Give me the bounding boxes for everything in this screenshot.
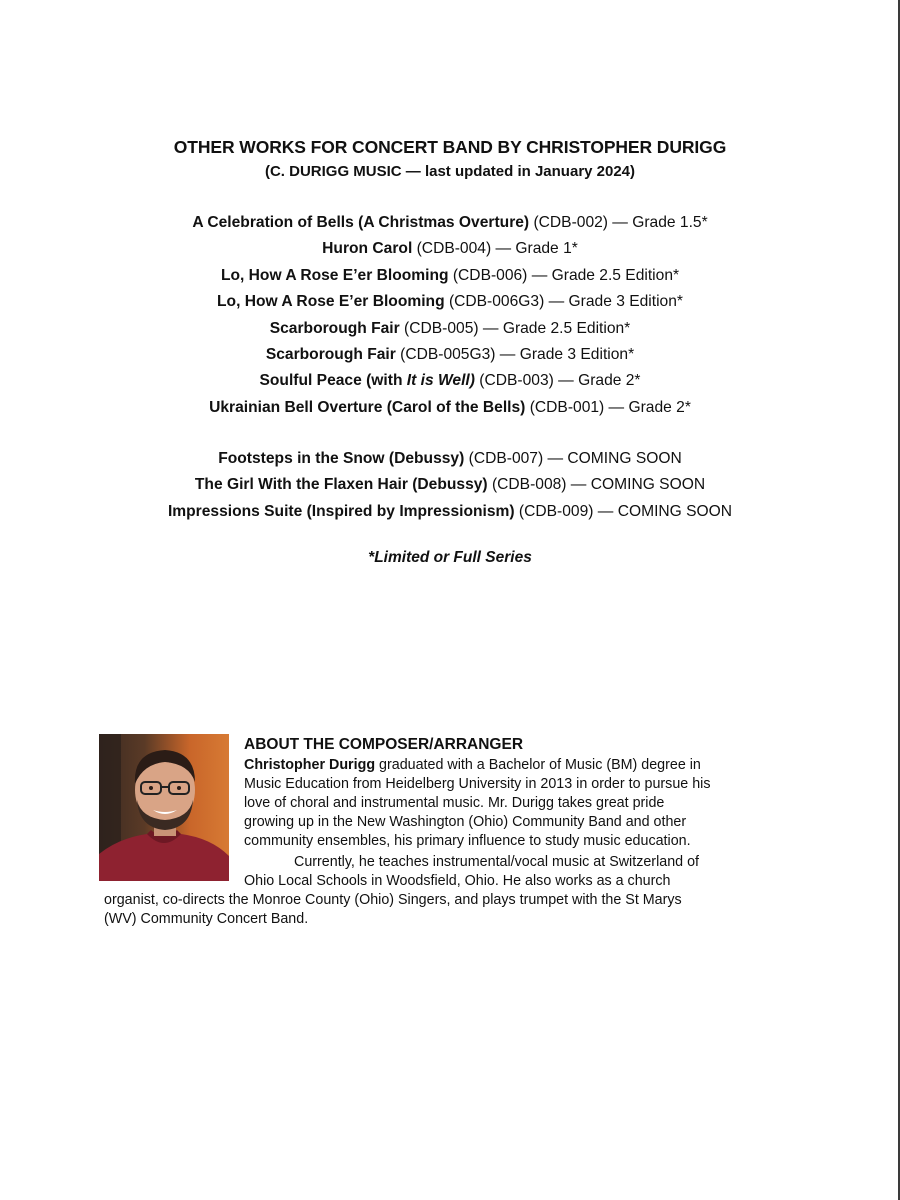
- work-title: A Celebration of Bells (A Christmas Overture): [192, 214, 530, 231]
- work-item: [0, 236, 900, 262]
- page-subtitle: (C. DURIGG MUSIC — last updated in January 2024): [264, 163, 636, 180]
- composer-photo: [99, 734, 229, 881]
- bio-line: [244, 756, 701, 775]
- work-item: [0, 368, 900, 394]
- work-detail: (CDB-001) — Grade 2*: [525, 398, 691, 416]
- work-detail: (CDB-009) — COMING SOON: [514, 502, 733, 520]
- bio-line: (WV) Community Concert Band.: [104, 911, 309, 927]
- works-list: [0, 210, 900, 421]
- work-title-main: Soulful Peace (with: [259, 372, 407, 390]
- bio-line: Music Education from Heidelberg University in 2013 in order to pursue his: [244, 776, 711, 792]
- series-footnote: *Limited or Full Series: [368, 549, 532, 566]
- work-title: Scarborough Fair: [269, 319, 400, 337]
- work-title: Huron Carol: [322, 240, 413, 258]
- coming-soon-list: [0, 446, 900, 525]
- work-title: Scarborough Fair: [265, 345, 396, 363]
- work-item: [0, 395, 900, 421]
- coming-soon-item: [0, 499, 900, 525]
- work-title: Lo, How A Rose E’er Blooming: [220, 266, 449, 284]
- coming-soon-item: [0, 472, 900, 498]
- work-detail: (CDB-007) — COMING SOON: [464, 450, 682, 467]
- bio-text: graduated with a Bachelor of Music (BM) degree in: [375, 757, 701, 773]
- coming-soon-item: [0, 446, 900, 472]
- work-item: [0, 263, 900, 289]
- work-detail: (CDB-004) — Grade 1*: [412, 240, 578, 258]
- work-item: [0, 316, 900, 342]
- portrait-image: [99, 734, 229, 881]
- about-heading: ABOUT THE COMPOSER/ARRANGER: [244, 736, 524, 753]
- work-detail: (CDB-006) — Grade 2.5 Edition*: [448, 266, 680, 284]
- page-title: OTHER WORKS FOR CONCERT BAND BY CHRISTOPHER DURIGG: [173, 137, 727, 157]
- work-detail: (CDB-002) — Grade 1.5*: [529, 214, 708, 231]
- bio-line: Currently, he teaches instrumental/vocal music at Switzerland of: [294, 854, 699, 870]
- work-detail: (CDB-005G3) — Grade 3 Edition*: [395, 345, 635, 363]
- work-detail: (CDB-006G3) — Grade 3 Edition*: [444, 293, 683, 311]
- bio-line: organist, co-directs the Monroe County (Ohio) Singers, and plays trumpet with the St Marys: [104, 892, 682, 908]
- bio-line: Ohio Local Schools in Woodsfield, Ohio. He also works as a church: [244, 873, 671, 889]
- work-item: [0, 289, 900, 315]
- work-detail: (CDB-005) — Grade 2.5 Edition*: [399, 319, 631, 337]
- work-title: Ukrainian Bell Overture (Carol of the Bells): [209, 398, 526, 416]
- composer-name: Christopher Durigg: [244, 757, 376, 773]
- work-title: Lo, How A Rose E’er Blooming: [217, 293, 445, 311]
- bio-line: growing up in the New Washington (Ohio) Community Band and other: [244, 814, 687, 830]
- work-item: [0, 210, 900, 236]
- bio-line: love of choral and instrumental music. Mr. Durigg takes great pride: [244, 795, 665, 811]
- work-title: [260, 372, 475, 389]
- work-detail: (CDB-008) — COMING SOON: [487, 476, 706, 494]
- work-title: Impressions Suite (Inspired by Impressionism): [167, 502, 515, 520]
- work-item: [0, 342, 900, 368]
- work-detail: (CDB-003) — Grade 2*: [474, 372, 641, 390]
- work-title-italic: It is Well): [406, 372, 475, 390]
- work-title: Footsteps in the Snow (Debussy): [218, 450, 465, 467]
- work-title: The Girl With the Flaxen Hair (Debussy): [194, 476, 488, 494]
- bio-line: community ensembles, his primary influence to study music education.: [244, 833, 691, 849]
